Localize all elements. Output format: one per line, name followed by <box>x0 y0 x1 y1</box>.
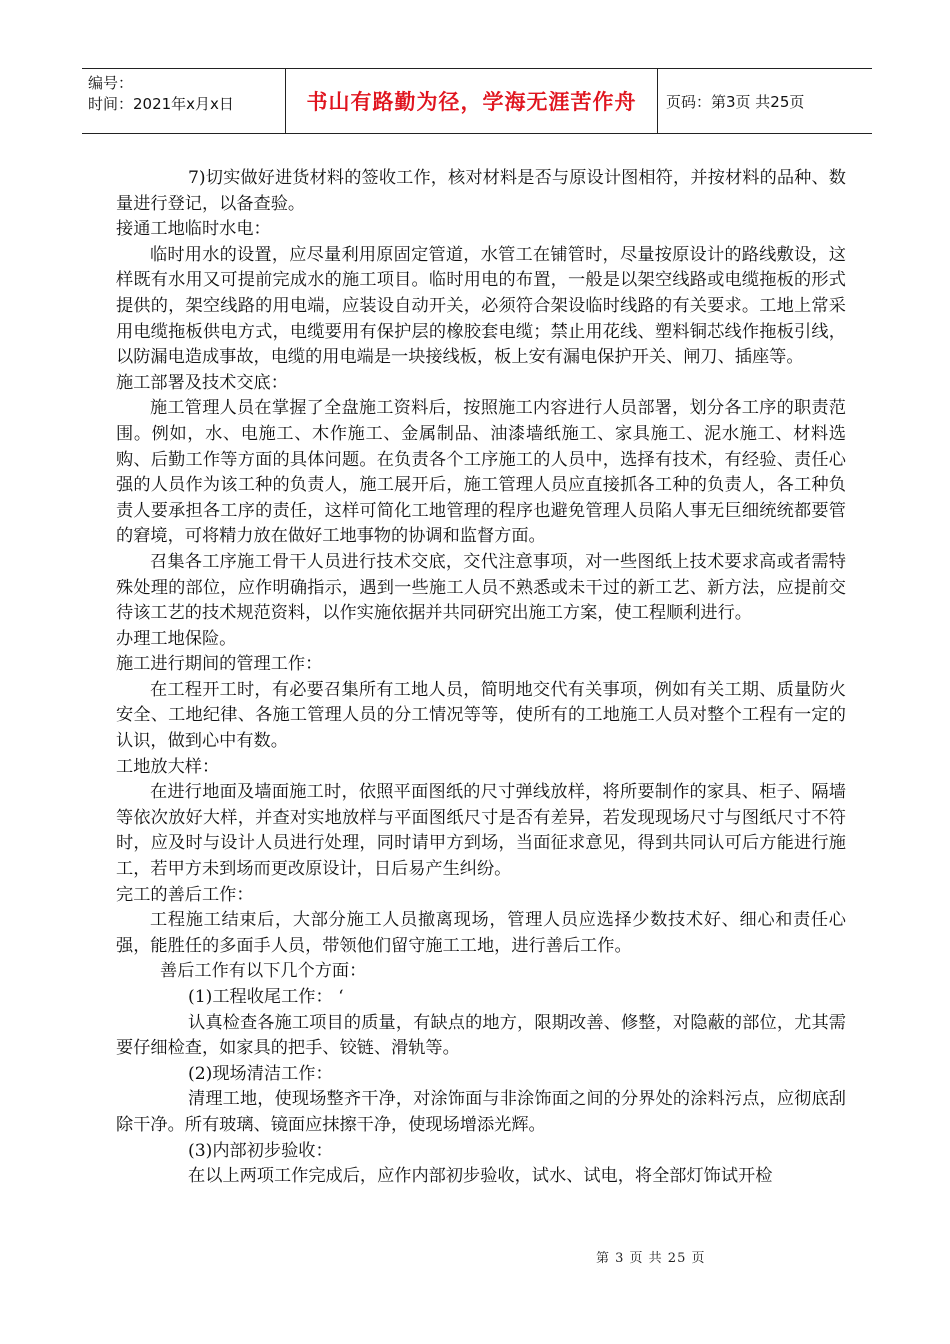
document-body <box>116 166 846 1190</box>
paragraph: 善后工作有以下几个方面： <box>160 961 367 982</box>
paragraph: 召集各工序施工骨干人员进行技术交底，交代注意事项，对一些图纸上技术要求高或者需特殊处理的部位，应作明确指示，遇到一些施工人员不熟悉或未干过的新工艺、新方法，应提前交待该工艺的技术规范资料，以作实施依据并共同研究出施工方案，使工程顺利进行。 <box>116 551 846 624</box>
page-header <box>82 68 872 134</box>
document-date: 时间：2021年x月x日 <box>88 95 234 113</box>
subsection-heading: (3)内部初步验收： <box>188 1140 333 1161</box>
subsection-heading: (1)工程收尾工作： ‘ <box>188 987 344 1007</box>
header-meta <box>82 69 285 133</box>
header-page-info: 页码：第3页 共25页 <box>666 92 805 111</box>
paragraph: 在工程开工时，有必要召集所有工地人员，简明地交代有关事项，例如有关工期、质量防火安全、工地纪律、各施工管理人员的分工情况等等，使所有的工地施工人员对整个工程有一定的认识，做到心中有数。 <box>116 679 846 752</box>
paragraph: 临时用水的设置，应尽量利用原固定管道，水管工在铺管时，尽量按原设计的路线敷设，这样既有水用又可提前完成水的施工项目。临时用电的布置，一般是以架空线路或电缆拖板的形式提供的，架空线路的用电端，应装设自动开关，必须符合架设临时线路的有关要求。工地上常采用电缆拖板供电方式，电缆要用有保护层的橡胶套电缆；禁止用花线、塑料铜芯线作拖板引线，以防漏电造成事故，电缆的用电端是一块接线板，板上安有漏电保护开关、闸刀、插座等。 <box>116 244 846 368</box>
section-heading: 接通工地临时水电： <box>116 219 271 240</box>
section-heading: 完工的善后工作： <box>116 884 254 905</box>
document-number-label: 编号： <box>88 74 134 92</box>
paragraph: 清理工地，使现场整齐干净，对涂饰面与非涂饰面之间的分界处的涂料污点，应彻底刮除干净。所有玻璃、镜面应抹擦干净，使现场增添光辉。 <box>116 1089 846 1135</box>
subsection-heading: (2)现场清洁工作： <box>188 1063 333 1084</box>
header-motto: 书山有路勤为径，学海无涯苦作舟 <box>285 69 658 133</box>
paragraph: 工程施工结束后，大部分施工人员撤离现场，管理人员应选择少数技术好、细心和责任心强，能胜任的多面手人员，带领他们留守施工工地，进行善后工作。 <box>116 910 846 956</box>
section-heading: 工地放大样： <box>116 756 220 777</box>
paragraph: 认真检查各施工项目的质量，有缺点的地方，限期改善、修整，对隐蔽的部位，尤其需要仔细检查，如家具的把手、铰链、滑轨等。 <box>116 1012 846 1059</box>
page-footer: 第 3 页 共 25 页 <box>596 1251 706 1266</box>
section-heading: 办理工地保险。 <box>116 628 237 649</box>
section-heading: 施工进行期间的管理工作： <box>116 654 323 675</box>
paragraph: 在进行地面及墙面施工时，依照平面图纸的尺寸弹线放样，将所要制作的家具、柜子、隔墙等依次放好大样，并查对实地放样与平面图纸尺寸是否有差异，若发现现场尺寸与图纸尺寸不符时，应及时与设计人员进行处理，同时请甲方到场，当面征求意见，得到共同认可后方能进行施工，若甲方未到场而更改原设计，日后易产生纠纷。 <box>116 782 846 880</box>
section-heading: 施工部署及技术交底： <box>116 372 288 393</box>
paragraph: 在以上两项工作完成后，应作内部初步验收，试水、试电，将全部灯饰试开检 <box>188 1166 773 1187</box>
paragraph: 施工管理人员在掌握了全盘施工资料后，按照施工内容进行人员部署，划分各工序的职责范围。例如，水、电施工、木作施工、金属制品、油漆墙纸施工、家具施工、泥水施工、材料选购、后勤工作等方面的具体问题。在负责各个工序施工的人员中，选择有技术，有经验、责任心强的人员作为该工种的负责人，施工展开后，施工管理人员应直接抓各工种的负责人，各工种负责人要承担各工序的责任，这样可简化工地管理的程序也避免管理人员陷人事无巨细统统都要管的窘境，可将精力放在做好工地事物的协调和监督方面。 <box>116 398 846 547</box>
paragraph: 7)切实做好进货材料的签收工作，核对材料是否与原设计图相符，并按材料的品种、数量进行登记，以备查验。 <box>116 168 846 214</box>
